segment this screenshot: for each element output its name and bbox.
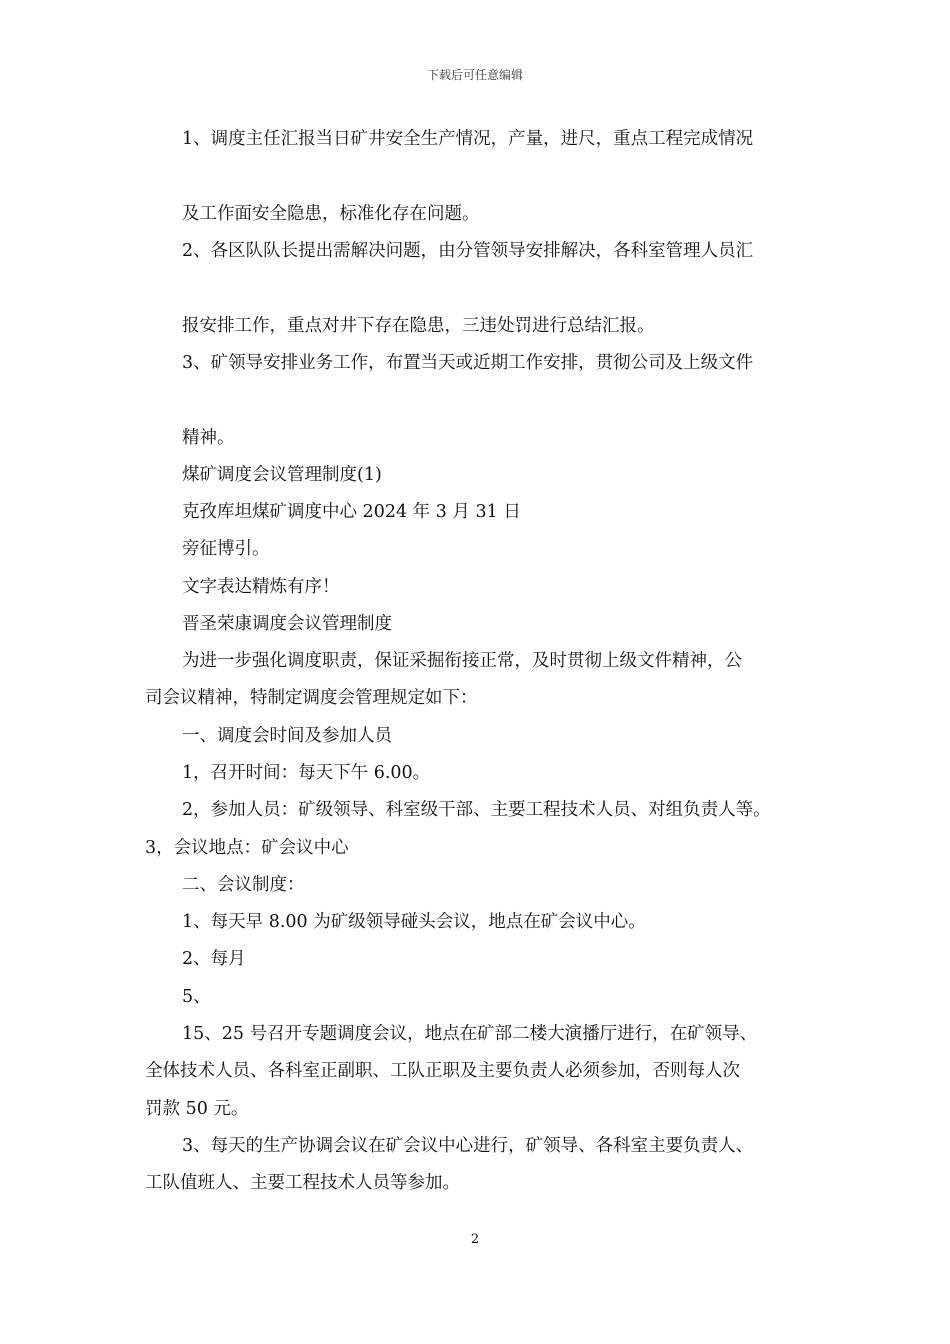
page-header-note: 下载后可任意编辑 bbox=[426, 68, 523, 82]
paragraph-line: 3，会议地点：矿会议中心 bbox=[145, 838, 349, 858]
page-number: 2 bbox=[470, 1232, 480, 1247]
paragraph-line: 报安排工作，重点对井下存在隐患，三违处罚进行总结汇报。 bbox=[182, 316, 655, 336]
paragraph-line: 5、 bbox=[182, 987, 211, 1007]
document-title: 晋圣荣康调度会议管理制度 bbox=[182, 614, 392, 634]
section-heading: 一、调度会时间及参加人员 bbox=[182, 726, 392, 746]
paragraph-line: 为进一步强化调度职责，保证采掘衔接正常，及时贯彻上级文件精神，公 bbox=[182, 651, 742, 671]
paragraph-line: 1，召开时间：每天下午 6.00。 bbox=[182, 763, 431, 783]
source-line: 克孜库坦煤矿调度中心 2024 年 3 月 31 日 bbox=[182, 502, 521, 522]
paragraph-line: 15、25 号召开专题调度会议，地点在矿部二楼大演播厅进行，在矿领导、 bbox=[182, 1024, 758, 1044]
paragraph-line: 司会议精神，特制定调度会管理规定如下： bbox=[145, 688, 478, 708]
paragraph-line: 文字表达精炼有序！ bbox=[182, 577, 340, 597]
paragraph-line: 精神。 bbox=[182, 428, 235, 448]
paragraph-line: 2、各区队队长提出需解决问题，由分管领导安排解决，各科室管理人员汇 bbox=[182, 241, 754, 261]
paragraph-line: 及工作面安全隐患，标准化存在问题。 bbox=[182, 204, 480, 224]
paragraph-line: 3、矿领导安排业务工作，布置当天或近期工作安排，贯彻公司及上级文件 bbox=[182, 353, 754, 373]
section-title: 煤矿调度会议管理制度(1) bbox=[182, 465, 382, 485]
paragraph-line: 旁征博引。 bbox=[182, 539, 270, 559]
paragraph-line: 2，参加人员：矿级领导、科室级干部、主要工程技术人员、对组负责人等。 bbox=[182, 800, 771, 820]
paragraph-line: 3、每天的生产协调会议在矿会议中心进行，矿领导、各科室主要负责人、 bbox=[182, 1136, 754, 1156]
paragraph-line: 工队值班人、主要工程技术人员等参加。 bbox=[145, 1173, 460, 1193]
section-heading: 二、会议制度： bbox=[182, 875, 305, 895]
paragraph-line: 2、每月 bbox=[182, 949, 246, 969]
paragraph-line: 罚款 50 元。 bbox=[145, 1099, 249, 1119]
paragraph-line: 1、每天早 8.00 为矿级领导碰头会议，地点在矿会议中心。 bbox=[182, 912, 646, 932]
paragraph-line: 全体技术人员、各科室正副职、工队正职及主要负责人必须参加，否则每人次 bbox=[145, 1061, 740, 1081]
paragraph-line: 1、调度主任汇报当日矿井安全生产情况，产量，进尺，重点工程完成情况 bbox=[182, 129, 754, 149]
